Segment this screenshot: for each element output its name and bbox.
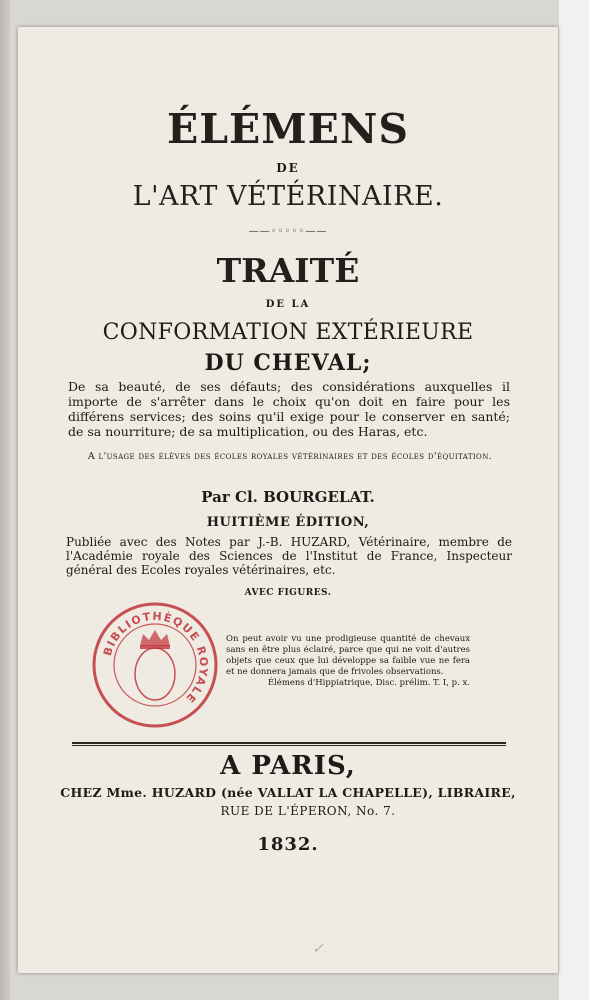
figures-line: AVEC FIGURES. [244,588,332,598]
stamp-text: BIBLIOTHÈQUE ROYALE [100,609,211,707]
title-elemens: ÉLÉMENS [166,105,410,153]
epigraph-source: Élémens d'Hippiatrique, Disc. prélim. T. I, p. x. [267,678,470,688]
title-page [18,27,558,973]
description-paragraph: De sa beauté, de ses défauts; des considérations auxquelles il importe de s'arrêter dans le choix qu'on doit en faire pour les différens services; des soins qu'il exige pour le conserver en santé; de sa nourriture; de sa multiplication, ou des Haras, etc. [68,379,510,439]
title-de: DE [276,161,300,175]
edition-line: HUITIÈME ÉDITION, [206,515,370,530]
usage-line: A l'usage des élèves des écoles royales vétérinaires et des écoles d'équitation. [87,451,493,462]
scan-left-edge [0,0,10,1000]
epigraph-quote [226,634,470,689]
notes-paragraph: Publiée avec des Notes par J.-B. HUZARD, Vétérinaire, membre de l'Académie royale des Sciences de l'Institut de France, Inspecteur général des Ecoles royales vétérinaires, etc. [66,535,512,577]
author-line: Par Cl. BOURGELAT. [201,488,375,506]
title-conformation: CONFORMATION EXTÉRIEURE [102,320,474,345]
double-rule [72,742,506,746]
ornament-divider: ——◦◦◦◦◦—— [248,226,328,237]
imprint-city: A PARIS, [220,751,356,781]
title-du-cheval: DU CHEVAL; [204,350,372,376]
imprint-address: RUE DE L'ÉPERON, No. 7. [220,804,396,818]
pencil-mark: ✓ [312,941,324,957]
title-traite: TRAITÉ [216,251,360,290]
epigraph-text: On peut avoir vu une prodigieuse quantité de chevaux sans en être plus éclairé, parce que qui ne voit d'autres objets que ceux que lui développe sa faible vue ne fera et ne donnera jamais que de frivoles observations. [226,634,470,677]
title-art-veterinaire: L'ART VÉTÉRINAIRE. [132,181,444,212]
imprint-year: 1832. [257,834,319,855]
scan-right-margin [559,0,589,1000]
library-stamp-icon [90,600,220,730]
title-de-la: DE LA [265,299,311,310]
imprint-publisher: CHEZ Mme. HUZARD (née VALLAT LA CHAPELLE), LIBRAIRE, [60,785,516,800]
